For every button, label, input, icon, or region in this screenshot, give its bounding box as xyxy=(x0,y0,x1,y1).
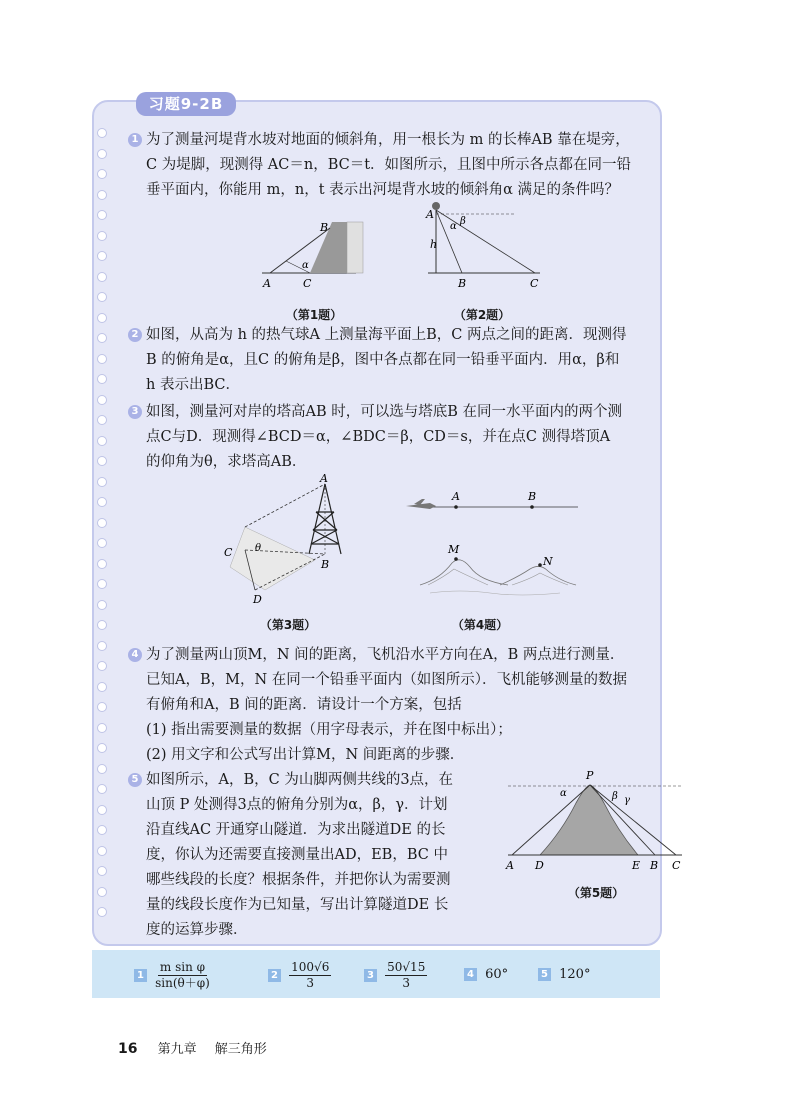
label-d: D xyxy=(253,593,262,606)
figure-1 xyxy=(258,210,368,295)
airplane-icon xyxy=(406,499,436,509)
answer-number: 3 xyxy=(364,969,377,982)
binder-ring xyxy=(97,395,107,405)
answer-value: 120° xyxy=(559,967,591,982)
line-ca xyxy=(245,484,325,527)
point-b xyxy=(530,505,534,509)
binder-ring xyxy=(97,846,107,856)
caption-fig2: （第2题） xyxy=(453,308,511,322)
binder-ring xyxy=(97,784,107,794)
problem-line: 的仰角为θ，求塔高AB． xyxy=(146,454,307,470)
binder-ring xyxy=(97,169,107,179)
point-n xyxy=(538,563,542,567)
page-footer xyxy=(118,1038,267,1057)
problem-line: C 为堤脚，现测得 AC＝n，BC＝t．如图所示，且图中所示各点都在同一铅 xyxy=(146,157,632,173)
label-d: D xyxy=(535,859,544,872)
figure-4 xyxy=(400,485,580,600)
label-b: B xyxy=(458,277,467,290)
binder-ring xyxy=(97,292,107,302)
problem-line: 如图所示，A，B，C 为山脚两侧共线的3点，在 xyxy=(146,772,454,788)
section-tag: 习题9-2B xyxy=(136,92,236,116)
problem-line: 垂平面内，你能用 m，n，t 表示出河堤背水坡的倾斜角α 满足的条件吗？ xyxy=(146,182,620,198)
sightline-b xyxy=(436,210,462,273)
caption-fig4: （第4题） xyxy=(451,618,509,632)
figure-3 xyxy=(215,472,365,607)
binder-ring xyxy=(97,415,107,425)
mountain-m xyxy=(420,560,508,585)
figure-2 xyxy=(420,200,550,292)
answer-bar xyxy=(92,950,660,998)
label-gamma: γ xyxy=(624,795,630,806)
caption-fig5: （第5题） xyxy=(567,886,625,900)
label-b: B xyxy=(321,558,330,571)
label-alpha: α xyxy=(302,260,309,271)
problem-number: 1 xyxy=(128,133,142,147)
binder-ring xyxy=(97,559,107,569)
binder-ring xyxy=(97,907,107,917)
binder-ring xyxy=(97,600,107,610)
binder-ring xyxy=(97,313,107,323)
binder-ring xyxy=(97,210,107,220)
problem-line: 为了测量河堤背水坡对地面的倾斜角，用一根长为 m 的长棒AB 靠在堤旁， xyxy=(146,132,630,148)
binder-ring xyxy=(97,149,107,159)
caption-fig1: （第1题） xyxy=(285,308,343,322)
answer-1 xyxy=(134,960,210,990)
binder-ring xyxy=(97,333,107,343)
caption-fig3: （第3题） xyxy=(259,618,317,632)
binder-ring xyxy=(97,251,107,261)
label-alpha: α xyxy=(450,221,457,232)
problem-line: 量的线段长度作为已知量，写出计算隧道DE 长 xyxy=(146,897,449,913)
binder-ring xyxy=(97,682,107,692)
problem-line: 沿直线AC 开通穿山隧道．为求出隧道DE 的长 xyxy=(146,822,446,838)
binder-ring xyxy=(97,764,107,774)
problem-line: 度的运算步骤． xyxy=(146,922,248,938)
answer-number: 5 xyxy=(538,968,551,981)
figure-5 xyxy=(500,765,690,877)
denominator: sin(θ＋φ) xyxy=(155,976,210,990)
numerator: 100√6 xyxy=(291,960,330,974)
tower-icon xyxy=(309,484,341,554)
label-n: N xyxy=(543,555,553,568)
point-a xyxy=(454,505,458,509)
label-h: h xyxy=(430,238,438,251)
binder-ring xyxy=(97,661,107,671)
numerator: 50√15 xyxy=(387,960,426,974)
embankment-body xyxy=(347,222,363,273)
problem-line: (1) 指出需要测量的数据（用字母表示，并在图中标出）； xyxy=(146,722,512,738)
problem-3 xyxy=(131,400,622,475)
answer-number: 1 xyxy=(134,969,147,982)
label-b: B xyxy=(528,490,537,503)
sightline-c xyxy=(436,210,535,273)
answer-fraction xyxy=(289,960,331,991)
problem-1 xyxy=(131,128,632,203)
answer-number: 4 xyxy=(464,968,477,981)
label-c: C xyxy=(530,277,539,290)
problem-line: 有俯角和A，B 间的距离．请设计一个方案，包括 xyxy=(146,697,462,713)
answer-number: 2 xyxy=(268,969,281,982)
answer-2 xyxy=(268,960,331,990)
binder-ring xyxy=(97,641,107,651)
binder-ring xyxy=(97,538,107,548)
label-c: C xyxy=(303,277,312,290)
binder-ring xyxy=(97,825,107,835)
label-c: C xyxy=(672,859,681,872)
label-m: M xyxy=(448,543,460,556)
denominator: 3 xyxy=(306,976,315,990)
binder-ring xyxy=(97,743,107,753)
label-b: B xyxy=(320,221,329,234)
binder-ring xyxy=(97,887,107,897)
answer-fraction xyxy=(385,960,427,991)
denominator: 3 xyxy=(402,976,411,990)
problem-line: 度，你认为还需要直接测量出AD，EB，BC 中 xyxy=(146,847,448,863)
label-a: A xyxy=(426,208,434,221)
chapter-number: 第九章 xyxy=(157,1042,197,1057)
problem-number: 5 xyxy=(128,773,142,787)
label-a: A xyxy=(320,472,328,485)
binder-ring xyxy=(97,702,107,712)
problem-4 xyxy=(131,643,628,768)
binder-ring xyxy=(97,477,107,487)
mountain-n xyxy=(500,566,576,585)
problem-line: 如图，从高为 h 的热气球A 上测量海平面上B，C 两点之间的距离．现测得 xyxy=(146,327,627,343)
problem-line: 已知A，B，M，N 在同一个铅垂平面内（如图所示）．飞机能够测量的数据 xyxy=(146,672,628,688)
binder-ring xyxy=(97,374,107,384)
binder-ring xyxy=(97,805,107,815)
answer-fraction xyxy=(155,960,210,991)
label-alpha: α xyxy=(560,788,567,799)
binder-ring xyxy=(97,866,107,876)
answer-3 xyxy=(364,960,427,990)
chapter-title: 解三角形 xyxy=(214,1042,267,1057)
binder-ring xyxy=(97,354,107,364)
label-theta: θ xyxy=(255,543,262,554)
binder-ring xyxy=(97,436,107,446)
binder-ring xyxy=(97,579,107,589)
label-beta: β xyxy=(460,216,466,227)
label-a: A xyxy=(452,490,460,503)
binder-ring xyxy=(97,231,107,241)
label-e: E xyxy=(632,859,641,872)
label-c: C xyxy=(224,546,233,559)
answer-value: 60° xyxy=(485,967,509,982)
page-number: 16 xyxy=(118,1041,138,1057)
binder-ring xyxy=(97,128,107,138)
label-beta: β xyxy=(612,791,618,802)
problem-line: 哪些线段的长度？根据条件，并把你认为需要测 xyxy=(146,872,451,888)
binder-ring xyxy=(97,456,107,466)
binder-ring xyxy=(97,497,107,507)
label-a: A xyxy=(263,277,271,290)
water-line xyxy=(430,591,560,595)
label-a: A xyxy=(506,859,514,872)
problem-number: 2 xyxy=(128,328,142,342)
problem-5 xyxy=(131,768,454,943)
problem-line: 山顶 P 处测得3点的俯角分别为α，β，γ．计划 xyxy=(146,797,448,813)
problem-line: 为了测量两山顶M，N 间的距离，飞机沿水平方向在A，B 两点进行测量． xyxy=(146,647,625,663)
binder-ring xyxy=(97,518,107,528)
problem-line: B 的俯角是α，且C 的俯角是β，图中各点都在同一铅垂平面内．用α，β和 xyxy=(146,352,620,368)
problem-line: 点C与D．现测得∠BCD＝α，∠BDC＝β，CD＝s，并在点C 测得塔顶A xyxy=(146,429,611,445)
label-b: B xyxy=(650,859,659,872)
binder-ring xyxy=(97,620,107,630)
problem-line: 如图，测量河对岸的塔高AB 时，可以选与塔底B 在同一水平面内的两个测 xyxy=(146,404,622,420)
binder-ring xyxy=(97,723,107,733)
problem-number: 3 xyxy=(128,405,142,419)
problem-number: 4 xyxy=(128,648,142,662)
answer-4 xyxy=(464,960,508,990)
label-p: P xyxy=(586,769,594,782)
problem-2 xyxy=(131,323,627,398)
binder-ring xyxy=(97,272,107,282)
numerator: m sin φ xyxy=(159,960,206,974)
problem-line: (2) 用文字和公式写出计算M，N 间距离的步骤． xyxy=(146,747,465,763)
point-m xyxy=(454,557,458,561)
problem-line: h 表示出BC． xyxy=(146,377,240,393)
ground-plane xyxy=(230,527,315,590)
binder-ring xyxy=(97,190,107,200)
answer-5 xyxy=(538,960,590,990)
